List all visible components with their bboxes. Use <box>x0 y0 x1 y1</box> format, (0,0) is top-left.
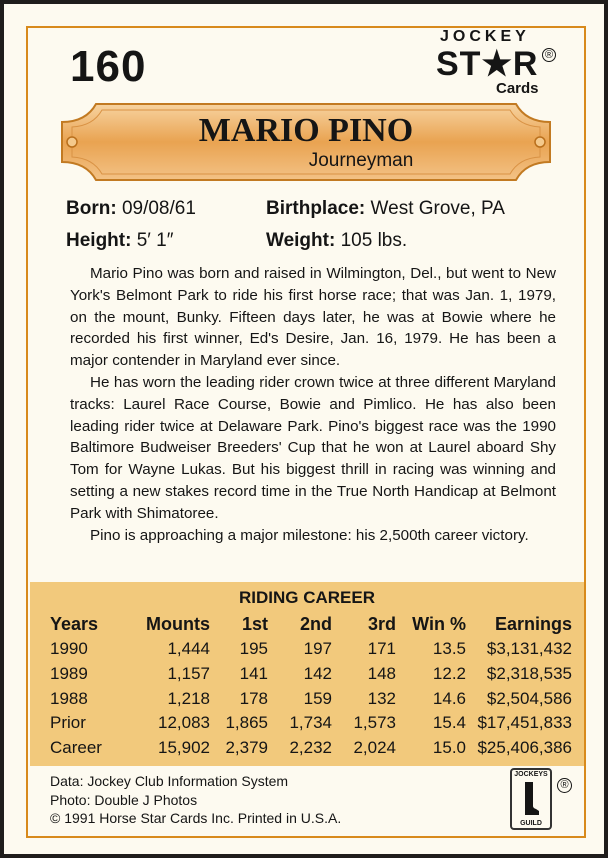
cell-third: 132 <box>367 688 396 708</box>
born-value: 09/08/61 <box>121 198 196 219</box>
credits <box>50 772 341 828</box>
credit-data-source: Data: Jockey Club Information System <box>50 773 289 789</box>
cell-year: Career <box>50 738 102 758</box>
col-header-third: 3rd <box>367 614 396 634</box>
guild-bottom-text: GUILD <box>520 820 542 827</box>
riding-career-title: RIDING CAREER <box>238 588 375 607</box>
cell-first: 178 <box>239 688 268 708</box>
logo-cards-text: Cards <box>496 80 539 97</box>
cell-earnings: $3,131,432 <box>486 639 572 659</box>
weight-row <box>266 230 407 252</box>
guild-registered-mark: ® <box>557 778 572 793</box>
cell-third: 148 <box>367 664 396 684</box>
height-value: 5′ 1″ <box>136 230 174 251</box>
cell-win-pct: 13.5 <box>432 639 466 659</box>
cell-mounts: 1,157 <box>167 664 210 684</box>
born-row <box>66 198 196 220</box>
player-title: Journeyman <box>308 150 414 171</box>
cell-win-pct: 12.2 <box>432 664 466 684</box>
logo-star-text: ST★R <box>436 45 539 83</box>
cell-year: 1988 <box>50 688 88 708</box>
col-header-mounts: Mounts <box>146 614 210 634</box>
bio-paragraph: He has worn the leading rider crown twice at three different Maryland tracks: Laurel Race Course, Bowie and Pimlico. He has also been leading rider twice at Delaware Park. Pino's biggest race was the 1990 Baltimore Budweiser Breeders' Cup that he won at Laurel aboard Shy Tom for Wayne Lukas. But his biggest thrill in racing was winning and setting a new stakes record time in the True North Handicap at Belmont Park with Shimatoree. <box>70 373 556 522</box>
weight-value: 105 lbs. <box>340 230 408 251</box>
table-row <box>50 686 572 711</box>
riding-career-table <box>50 612 572 760</box>
cell-year: 1990 <box>50 639 88 659</box>
born-label: Born: <box>66 198 117 219</box>
birthplace-label: Birthplace: <box>266 198 366 219</box>
cell-second: 142 <box>303 664 332 684</box>
col-header-earnings: Earnings <box>494 614 572 634</box>
cell-mounts: 15,902 <box>158 738 210 758</box>
logo-registered-mark: ® <box>542 48 556 62</box>
cell-first: 2,379 <box>225 738 268 758</box>
cell-earnings: $2,504,586 <box>486 688 572 708</box>
jockey-star-logo <box>432 28 562 98</box>
card-back <box>4 4 604 854</box>
cell-second: 197 <box>303 639 332 659</box>
bio-paragraph: Pino is approaching a major milestone: his 2,500th career victory. <box>90 526 529 544</box>
cell-year: Prior <box>50 713 86 733</box>
table-header-row <box>50 612 572 637</box>
credit-photo: Photo: Double J Photos <box>50 791 198 808</box>
birthplace-value: West Grove, PA <box>370 198 505 219</box>
cell-first: 195 <box>239 639 268 659</box>
cell-earnings: $17,451,833 <box>477 713 572 733</box>
birthplace-row <box>266 198 505 220</box>
credit-copyright: © 1991 Horse Star Cards Inc. Printed in U.S.A. <box>50 810 342 826</box>
boot-icon <box>522 782 540 816</box>
cell-earnings: $2,318,535 <box>486 664 572 684</box>
jockeys-guild-logo <box>510 768 552 830</box>
cell-year: 1989 <box>50 664 88 684</box>
col-header-first: 1st <box>241 614 268 634</box>
height-row <box>66 230 173 252</box>
cell-win-pct: 14.6 <box>432 688 466 708</box>
cell-mounts: 12,083 <box>158 713 210 733</box>
col-header-years: Years <box>50 614 99 634</box>
col-header-win-pct: Win % <box>412 614 466 634</box>
cell-mounts: 1,218 <box>167 688 210 708</box>
cell-third: 1,573 <box>353 713 396 733</box>
cell-second: 2,232 <box>289 738 332 758</box>
cell-first: 141 <box>239 664 268 684</box>
logo-jockey-text: JOCKEY <box>440 28 530 45</box>
table-row <box>50 736 572 761</box>
table-row <box>50 637 572 662</box>
cell-win-pct: 15.0 <box>432 738 466 758</box>
biography <box>70 263 556 546</box>
table-row <box>50 662 572 687</box>
cell-second: 159 <box>303 688 332 708</box>
guild-top-text: JOCKEYS <box>514 771 548 778</box>
cell-earnings: $25,406,386 <box>477 738 572 758</box>
cell-mounts: 1,444 <box>167 639 210 659</box>
bio-paragraph: Mario Pino was born and raised in Wilmington, Del., but went to New York's Belmont Park to ride his first horse race; that was Jan. 1, 1979, on the mount, Bunky. Fifteen days later, he was at Bowie where he recorded his first winner, Ed's Desire, Jan. 16, 1979. He has been a major contender in Maryland ever since. <box>70 265 556 370</box>
table-row <box>50 711 572 736</box>
col-header-second: 2nd <box>299 614 332 634</box>
cell-first: 1,865 <box>225 713 268 733</box>
cell-third: 2,024 <box>353 738 396 758</box>
cell-second: 1,734 <box>289 713 332 733</box>
player-name: MARIO PINO <box>198 112 414 149</box>
riding-career-section <box>30 582 584 766</box>
cell-third: 171 <box>367 639 396 659</box>
height-label: Height: <box>66 230 132 251</box>
cell-win-pct: 15.4 <box>432 713 466 733</box>
card-number: 160 <box>70 42 147 91</box>
name-plaque <box>56 100 556 184</box>
weight-label: Weight: <box>266 230 336 251</box>
